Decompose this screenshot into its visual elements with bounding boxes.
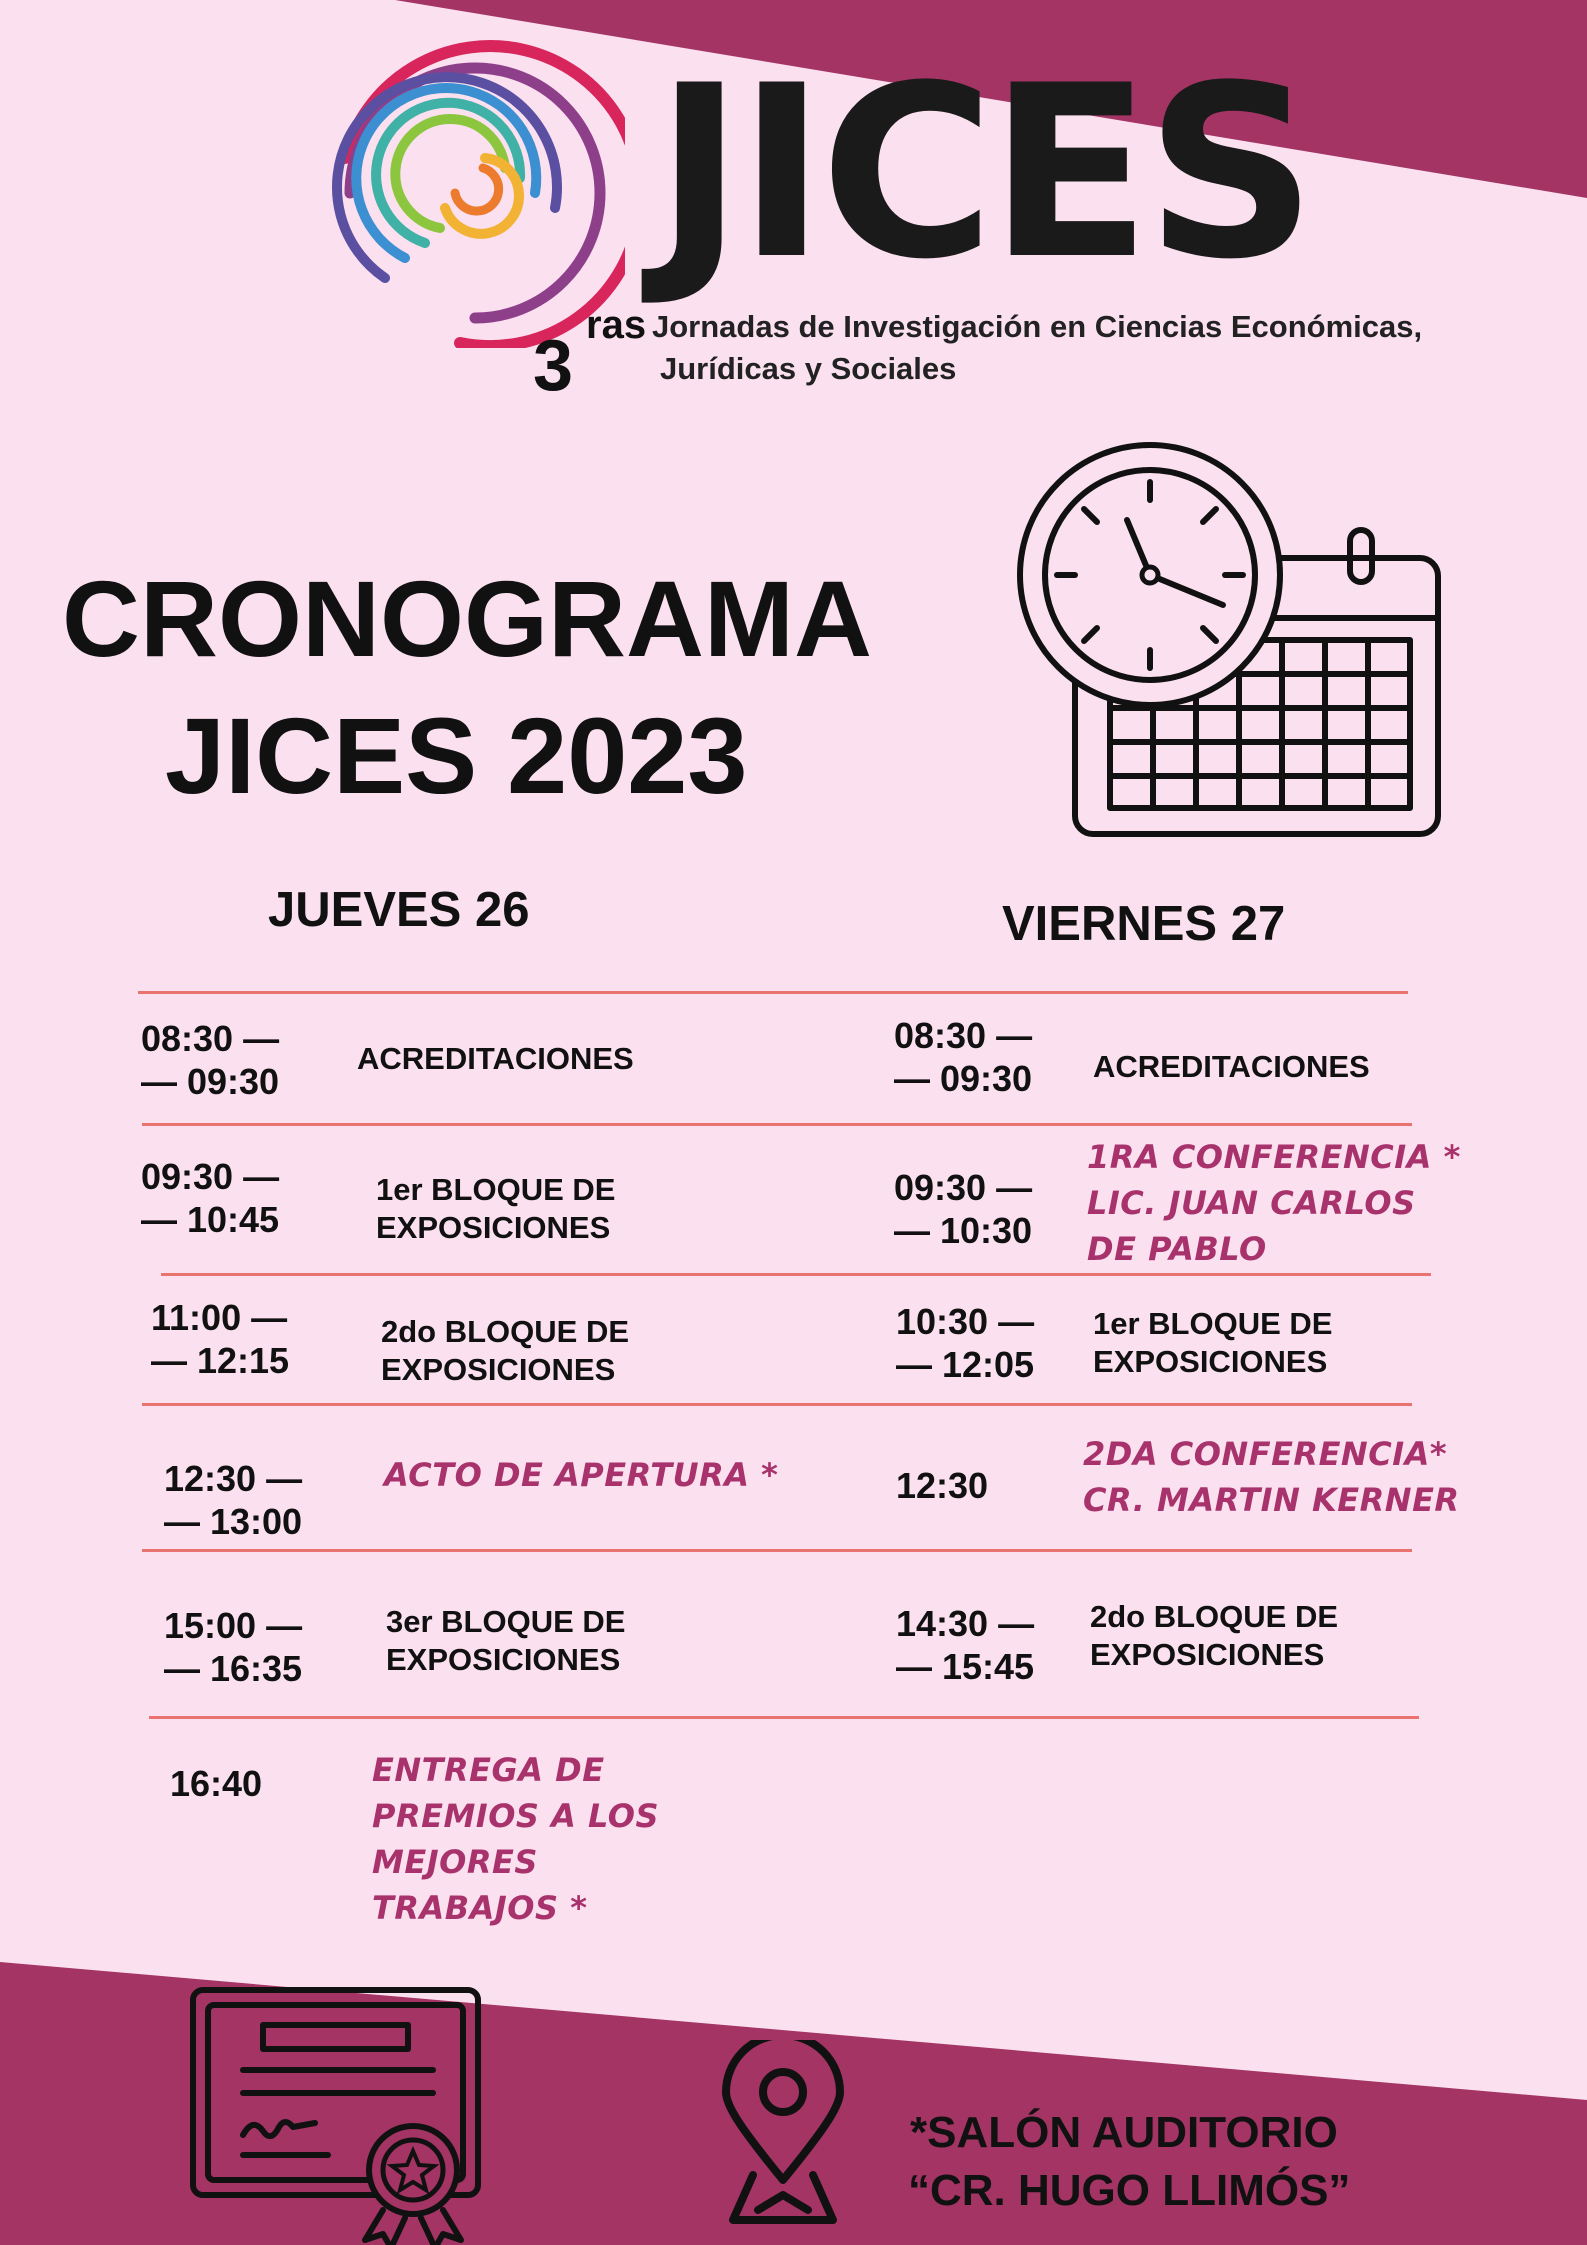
row-divider <box>161 1273 1431 1276</box>
highlight-activity: ENTREGA DE <box>372 1751 605 1789</box>
highlight-activity: TRABAJOS * <box>372 1889 588 1927</box>
row-divider <box>138 991 1408 994</box>
row-divider <box>142 1403 1412 1406</box>
page-title-line1: CRONOGRAMA <box>62 558 872 679</box>
page-title-line2: JICES 2023 <box>165 695 748 816</box>
highlight-activity: 1RA CONFERENCIA * <box>1087 1138 1461 1176</box>
activity-label: EXPOSICIONES <box>1090 1637 1325 1672</box>
time-start: 16:40 <box>170 1763 263 1804</box>
clock-calendar-icon <box>1015 440 1445 840</box>
highlight-activity: PREMIOS A LOS <box>372 1797 659 1835</box>
time-end: — 09:30 <box>894 1058 1033 1099</box>
venue-line2: “CR. HUGO LLIMÓS” <box>908 2166 1351 2215</box>
time-start: 09:30 — <box>894 1167 1033 1208</box>
time-end: — 09:30 <box>141 1061 280 1102</box>
highlight-activity: CR. MARTIN KERNER <box>1083 1481 1460 1519</box>
venue-line1: *SALÓN AUDITORIO <box>910 2108 1338 2157</box>
time-end: — 10:30 <box>894 1210 1033 1251</box>
activity-label: 2do BLOQUE DE <box>1090 1599 1339 1634</box>
day-heading-thursday: JUEVES 26 <box>268 883 530 937</box>
time-start: 10:30 — <box>896 1301 1035 1342</box>
location-pin-icon <box>718 2040 848 2225</box>
time-start: 09:30 — <box>141 1156 280 1197</box>
logo-ordinal-suffix: ras <box>586 303 647 347</box>
logo-subtitle-line1: Jornadas de Investigación en Ciencias Económicas, <box>652 309 1423 344</box>
time-end: — 12:05 <box>896 1344 1035 1385</box>
time-end: — 13:00 <box>164 1501 303 1542</box>
activity-label: 3er BLOQUE DE <box>386 1604 626 1639</box>
time-start: 12:30 — <box>164 1458 303 1499</box>
time-end: — 16:35 <box>164 1648 303 1689</box>
spiral-logo-icon <box>325 28 625 348</box>
activity-label: EXPOSICIONES <box>381 1352 616 1387</box>
highlight-activity: ACTO DE APERTURA * <box>384 1456 779 1494</box>
time-start: 14:30 — <box>896 1603 1035 1644</box>
time-start: 08:30 — <box>894 1015 1033 1056</box>
row-divider <box>142 1123 1412 1126</box>
activity-label: 1er BLOQUE DE <box>1093 1306 1333 1341</box>
activity-label: ACREDITACIONES <box>357 1041 634 1076</box>
row-divider <box>149 1716 1419 1719</box>
highlight-activity: LIC. JUAN CARLOS <box>1087 1184 1416 1222</box>
activity-label: EXPOSICIONES <box>386 1642 621 1677</box>
logo-subtitle-line2: Jurídicas y Sociales <box>660 351 957 386</box>
highlight-activity: 2DA CONFERENCIA* <box>1083 1435 1448 1473</box>
activity-label: EXPOSICIONES <box>376 1210 611 1245</box>
activity-label: EXPOSICIONES <box>1093 1344 1328 1379</box>
time-start: 12:30 <box>896 1465 989 1506</box>
time-end: — 15:45 <box>896 1646 1035 1687</box>
logo-ordinal-number: 3 <box>533 326 574 406</box>
activity-label: 1er BLOQUE DE <box>376 1172 616 1207</box>
activity-label: 2do BLOQUE DE <box>381 1314 630 1349</box>
time-end: — 10:45 <box>141 1199 280 1240</box>
time-start: 08:30 — <box>141 1018 280 1059</box>
activity-label: ACREDITACIONES <box>1093 1049 1370 1084</box>
certificate-icon <box>188 1985 488 2245</box>
time-end: — 12:15 <box>151 1340 290 1381</box>
row-divider <box>142 1549 1412 1552</box>
highlight-activity: DE PABLO <box>1087 1230 1267 1268</box>
logo-wordmark: JICES <box>655 35 1311 312</box>
highlight-activity: MEJORES <box>372 1843 538 1881</box>
time-start: 11:00 — <box>151 1297 288 1338</box>
day-heading-friday: VIERNES 27 <box>1002 897 1286 951</box>
time-start: 15:00 — <box>164 1605 303 1646</box>
